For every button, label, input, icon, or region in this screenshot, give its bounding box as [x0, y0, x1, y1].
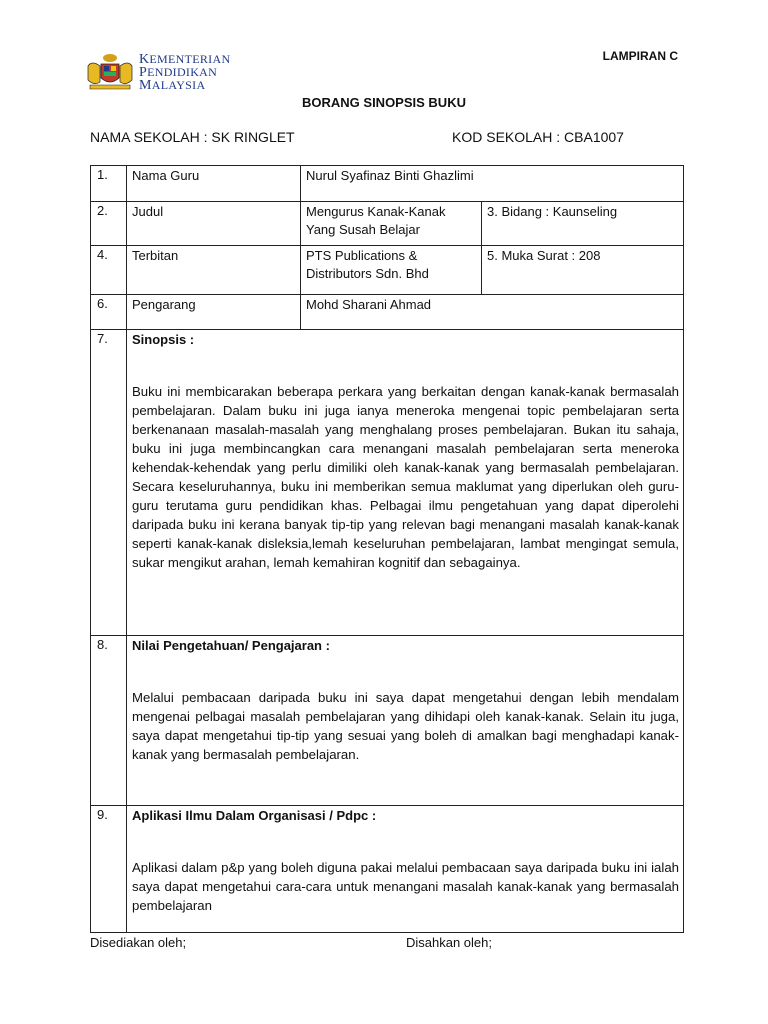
row-number: 1.: [91, 166, 127, 202]
row-number: 4.: [91, 246, 127, 295]
form-title: BORANG SINOPSIS BUKU: [302, 95, 466, 110]
publisher-line-1: PTS Publications &: [306, 248, 418, 263]
ministry-line-3: MALAYSIA: [139, 78, 206, 93]
prepared-by-label: Disediakan oleh;: [90, 935, 187, 950]
table-row: [91, 636, 684, 806]
row-number: 8.: [91, 636, 127, 806]
school-name: NAMA SEKOLAH : SK RINGLET: [90, 129, 295, 145]
field-value: 3. Bidang : Kaunseling: [482, 202, 684, 246]
teacher-name-value: Nurul Syafinaz Binti Ghazlimi: [301, 166, 684, 202]
row-number: 6.: [91, 295, 127, 330]
malaysia-crest-icon: [84, 52, 136, 92]
title-value: [301, 202, 482, 246]
ministry-name: [139, 53, 230, 92]
table-row: [91, 246, 684, 295]
field-label: Judul: [127, 202, 301, 246]
synopsis-form-table: [90, 165, 684, 933]
field-value: 5. Muka Surat : 208: [482, 246, 684, 295]
ministry-line-2: PENDIDIKAN: [139, 65, 218, 80]
table-row: [91, 166, 684, 202]
field-label: Terbitan: [127, 246, 301, 295]
application-section: [127, 806, 684, 933]
row-number: 7.: [91, 330, 127, 636]
publisher-line-2: Distributors Sdn. Bhd: [306, 266, 429, 281]
knowledge-section: [127, 636, 684, 806]
field-label: Pengarang: [127, 295, 301, 330]
application-text: Aplikasi dalam p&p yang boleh diguna pakai melalui pembacaan saya daripada buku ini ialah saya dapat mengetahui cara-cara untuk menangani masalah kanak-kanak yang bermasalah pembelajaran: [132, 860, 679, 913]
table-row: [91, 202, 684, 246]
author-value: Mohd Sharani Ahmad: [301, 295, 684, 330]
table-row: [91, 295, 684, 330]
title-line-2: Yang Susah Belajar: [306, 222, 420, 237]
field-label: Nama Guru: [127, 166, 301, 202]
school-code: KOD SEKOLAH : CBA1007: [452, 129, 624, 145]
approved-by-label: Disahkan oleh;: [406, 935, 492, 950]
knowledge-text: Melalui pembacaan daripada buku ini saya dapat mengetahui dengan lebih mendalam mengenai pelbagai masalah pembelajaran yang dihidapi oleh kanak-kanak. Selain itu juga, saya dapat mengetahui tip-tip yang sesuai yang boleh di amalkan bagi menghadapi kanak-kanak yang bermasalah pembelajaran.: [132, 690, 679, 762]
section-title: Aplikasi Ilmu Dalam Organisasi / Pdpc :: [132, 808, 377, 823]
ministry-logo: [84, 52, 244, 94]
section-title: Sinopsis :: [132, 332, 195, 347]
synopsis-section: [127, 330, 684, 636]
table-row: [91, 806, 684, 933]
publisher-value: [301, 246, 482, 295]
synopsis-text: Buku ini membicarakan beberapa perkara yang berkaitan dengan kanak-kanak bermasalah pembelajaran. Dalam buku ini juga ianya meneroka mengenai topic pembelajaran serta berkenanaan masalah-masalah yang menghalang proses pembelajaran. Bukan itu sahaja, buku ini juga membincangkan cara menangani masalah pembelajaran serta meneroka kehendak-kehendak yang perlu dimiliki oleh kanak-kanak yang bermasalah pembelajaran. Secara keseluruhannya, buku ini memberikan semua maklumat yang diperlukan oleh guru-guru terutama guru pendidikan khas. Pelbagai ilmu pengetahuan yang dapat diperolehi daripada buku ini kerana banyak tip-tip yang relevan bagi menangani masalah kanak-kanak seperti kanak-kanak disleksia,lemah keseluruhan pembelajaran, lambat mengingat semula, sukar mengikut arahan, lemah kemahiran kognitif dan sebagainya.: [132, 384, 679, 570]
title-line-1: Mengurus Kanak-Kanak: [306, 204, 446, 219]
row-number: 2.: [91, 202, 127, 246]
table-row: [91, 330, 684, 636]
row-number: 9.: [91, 806, 127, 933]
ministry-line-1: KEMENTERIAN: [139, 52, 231, 67]
lampiran-label: LAMPIRAN C: [602, 49, 678, 63]
section-title: Nilai Pengetahuan/ Pengajaran :: [132, 638, 330, 653]
